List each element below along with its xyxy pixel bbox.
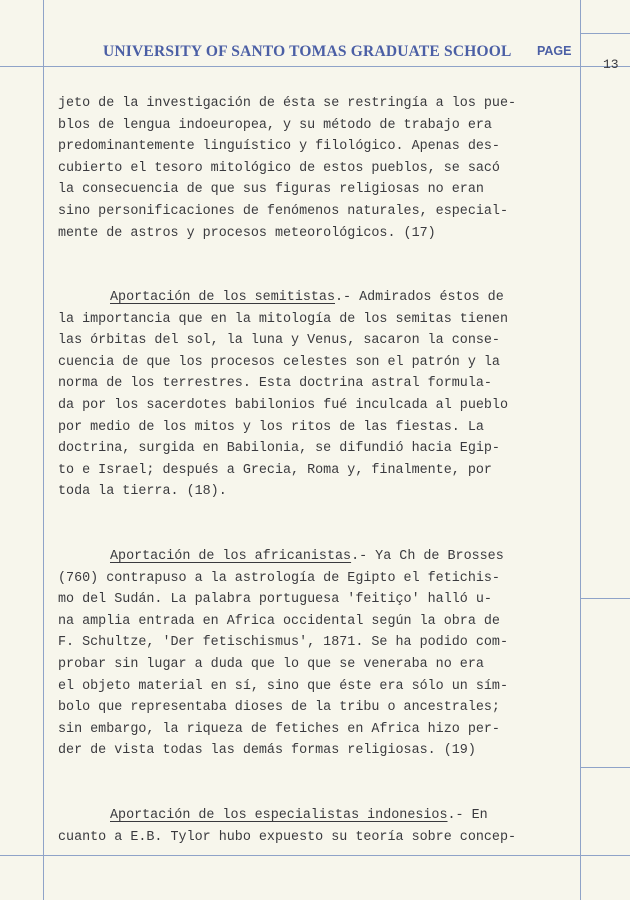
text-line: toda la tierra. (18). bbox=[58, 484, 227, 500]
text-line: jeto de la investigación de ésta se restringía a los pue- bbox=[58, 96, 517, 111]
text-line: la consecuencia de que sus figuras religiosas no eran bbox=[58, 182, 484, 198]
institution-title: UNIVERSITY OF SANTO TOMAS GRADUATE SCHOOL bbox=[103, 43, 512, 60]
text-line: las órbitas del sol, la luna y Venus, sacaron la conse- bbox=[58, 333, 500, 349]
text-line: der de vista todas las demás formas religiosas. (19) bbox=[58, 743, 476, 759]
heading-continuation: .- Admirados éstos de bbox=[335, 290, 504, 305]
text-line: cuencia de que los procesos celestes son el patrón y la bbox=[58, 354, 500, 370]
right-column-rule bbox=[580, 767, 630, 768]
text-line: (760) contrapuso a la astrología de Egipto el fetichis- bbox=[58, 570, 500, 586]
paragraph-indonesios bbox=[58, 805, 573, 848]
text-line: bolo que representaba dioses de la tribu o ancestrales; bbox=[58, 700, 500, 716]
text-line: da por los sacerdotes babilonios fué inculcada al pueblo bbox=[58, 397, 508, 413]
text-line: blos de lengua indoeuropea, y su método de trabajo era bbox=[58, 117, 492, 133]
right-column-rule bbox=[580, 598, 630, 599]
paragraph-indoeuropean bbox=[58, 93, 573, 244]
section-heading: Aportación de los semitistas bbox=[110, 290, 335, 305]
text-line bbox=[58, 546, 573, 568]
text-line: cubierto el tesoro mitológico de estos pueblos, se sacó bbox=[58, 160, 500, 176]
text-line: sino personificaciones de fenómenos naturales, especial- bbox=[58, 203, 508, 219]
text-line: mo del Sudán. La palabra portuguesa 'feitiço' halló u- bbox=[58, 592, 492, 608]
text-line: el objeto material en sí, sino que éste era sólo un sím- bbox=[58, 678, 508, 694]
right-margin-rule bbox=[580, 0, 581, 900]
text-line: sin embargo, la riqueza de fetiches en Africa hizo per- bbox=[58, 721, 500, 737]
text-line: to e Israel; después a Grecia, Roma y, finalmente, por bbox=[58, 462, 492, 478]
text-line: predominantemente linguístico y filológico. Apenas des- bbox=[58, 139, 500, 155]
text-line: mente de astros y procesos meteorológicos. (17) bbox=[58, 225, 436, 241]
heading-continuation: .- Ya Ch de Brosses bbox=[351, 549, 504, 564]
text-line: doctrina, surgida en Babilonia, se difundió hacia Egip- bbox=[58, 441, 500, 457]
text-line: cuanto a E.B. Tylor hubo expuesto su teoría sobre concep- bbox=[58, 829, 517, 845]
text-line: F. Schultze, 'Der fetischismus', 1871. Se ha podido com- bbox=[58, 635, 508, 651]
footer-rule bbox=[0, 855, 630, 856]
page-box-top-rule bbox=[580, 33, 630, 34]
section-heading: Aportación de los africanistas bbox=[110, 549, 352, 564]
heading-continuation: .- En bbox=[447, 808, 488, 823]
text-line bbox=[58, 287, 573, 309]
paragraph-africanistas bbox=[58, 546, 573, 762]
page-label: PAGE bbox=[537, 44, 572, 58]
text-line: la importancia que en la mitología de los semitas tienen bbox=[58, 311, 508, 327]
left-margin-rule bbox=[43, 0, 44, 900]
text-line: por medio de los mitos y los ritos de las fiestas. La bbox=[58, 419, 484, 435]
text-line bbox=[58, 805, 573, 827]
text-line: na amplia entrada en Africa occidental según la obra de bbox=[58, 613, 500, 629]
text-line: norma de los terrestres. Esta doctrina astral formula- bbox=[58, 376, 492, 392]
text-line: probar sin lugar a duda que lo que se veneraba no era bbox=[58, 656, 484, 672]
header-rule bbox=[0, 66, 630, 67]
paragraph-semitistas bbox=[58, 287, 573, 503]
page-number: 13 bbox=[603, 57, 619, 72]
section-heading: Aportación de los especialistas indonesios bbox=[110, 808, 448, 823]
